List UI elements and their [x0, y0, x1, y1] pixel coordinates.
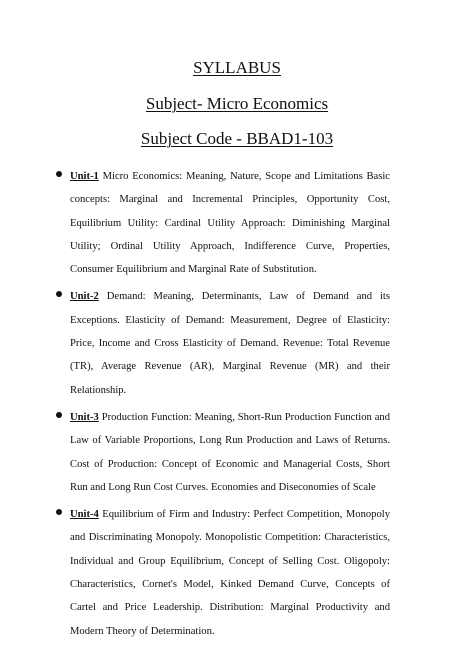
bullet-icon: [56, 291, 62, 297]
unit-label: Unit-2: [70, 291, 99, 303]
unit-list: [0, 165, 474, 651]
unit-body: [70, 165, 390, 281]
bullet-icon: [56, 412, 62, 418]
unit-body: [70, 503, 390, 643]
unit-item-3: [0, 406, 474, 499]
unit-body: [70, 285, 390, 401]
unit-body: [70, 406, 390, 499]
unit-item-2: [0, 285, 474, 401]
unit-label: Unit-1: [70, 171, 99, 182]
subject-code-heading: Subject Code - BBAD1-103: [140, 129, 334, 148]
document-title: SYLLABUS: [193, 58, 281, 77]
unit-item-1: [0, 165, 474, 281]
subject-heading: Subject- Micro Economics: [145, 94, 329, 113]
unit-item-4: [0, 503, 474, 643]
unit-description: Equilibrium of Firm and Industry: Perfect Competition, Monopoly and Discriminating Monopoly. Monopolistic Competition: Characteristics, Individual and Group Equilibrium, Concept of Selling Cost. Oligopoly: Characteristics, Cornet's Model, Kinked Demand Curve, Concepts of Cartel and Price Leadership. Distribution: Marginal Productivity and Modern Theory of Determination.: [70, 509, 390, 637]
bullet-icon: [56, 509, 62, 515]
unit-label: Unit-4: [70, 509, 99, 521]
unit-description: Production Function: Meaning, Short-Run Production Function and Law of Variable Proportions, Long Run Production and Laws of Returns. Cost of Production: Concept of Economic and Managerial Costs, Short Run and Long Run Cost Curves. Economies and Diseconomies of Scale: [70, 411, 390, 493]
unit-description: Demand: Meaning, Determinants, Law of Demand and its Exceptions. Elasticity of Demand: Measurement, Degree of Elasticity: Price, Income and Cross Elasticity of Demand. Revenue: Total Revenue (TR), Average Revenue (AR), Marginal Revenue (MR) and their Relationship.: [70, 291, 390, 396]
bullet-icon: [56, 171, 62, 177]
unit-label: Unit-3: [70, 411, 99, 423]
unit-description: Micro Economics: Meaning, Nature, Scope and Limitations Basic concepts: Marginal and Incremental Principles, Opportunity Cost, Equilibrium Utility: Cardinal Utility Approach: Diminishing Marginal Utility; Ordinal Utility Approach, Indifference Curve, Properties, Consumer Equilibrium and Marginal Rate of Substitution.: [70, 171, 390, 276]
